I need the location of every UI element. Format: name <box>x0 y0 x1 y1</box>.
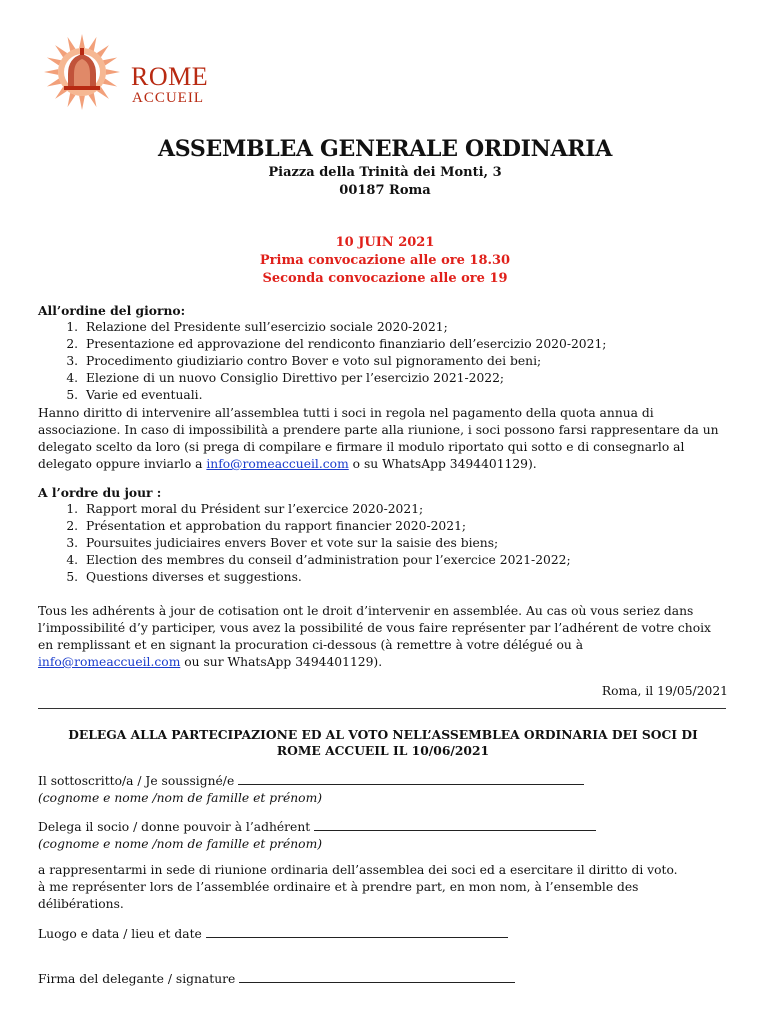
logo-name: ROME <box>131 62 209 91</box>
list-item: 2. Présentation et approbation du rapport financier 2020-2021; <box>82 518 728 535</box>
sun-ray <box>103 58 117 66</box>
agenda-italian-heading: All’ordine del giorno: <box>38 303 186 318</box>
list-item: 5. Varie ed eventuali. <box>82 387 728 404</box>
place-date-field <box>38 925 728 943</box>
email-link[interactable]: info@romeaccueil.com <box>206 457 349 471</box>
sun-dome-icon <box>36 30 132 114</box>
paragraph-italian <box>38 405 728 473</box>
delegate-field <box>38 818 728 853</box>
divider <box>38 708 726 709</box>
sun-ray <box>79 96 85 110</box>
signature-input-line[interactable] <box>239 970 515 983</box>
signature-label: Firma del delegante / signature <box>38 972 236 986</box>
document-title: ASSEMBLEA GENERALE ORDINARIA <box>158 136 612 162</box>
delega-title-line2: ROME ACCUEIL IL 10/06/2021 <box>276 743 490 758</box>
paragraph-french <box>38 603 728 671</box>
address-street: Piazza della Trinità dei Monti, 3 <box>268 165 502 180</box>
paragraph-italian-tail: o su WhatsApp 3494401129). <box>348 457 537 471</box>
agenda-italian-list <box>38 319 728 404</box>
list-item: 4. Elezione di un nuovo Consiglio Direttivo per l’esercizio 2021-2022; <box>82 370 728 387</box>
sun-ray <box>89 37 97 51</box>
meeting-dates <box>0 234 770 288</box>
agenda-french <box>38 484 728 586</box>
list-item: 4. Election des membres du conseil d’administration pour l’exercice 2021-2022; <box>82 552 728 569</box>
list-item: 2. Presentazione ed approvazione del rendiconto finanziario dell’esercizio 2020-2021; <box>82 336 728 353</box>
sun-ray <box>103 79 117 87</box>
place-date-label: Luogo e data / lieu et date <box>38 927 202 941</box>
delega-title <box>38 727 728 759</box>
list-item: 1. Relazione del Presidente sull’esercizio sociale 2020-2021; <box>82 319 728 336</box>
list-item: 3. Procedimento giudiziario contro Bover e voto sul pignoramento dei beni; <box>82 353 728 370</box>
agenda-french-list <box>38 501 728 586</box>
undersigned-label: Il sottoscritto/a / Je soussigné/e <box>38 774 235 788</box>
logo-subname: ACCUEIL <box>132 90 204 106</box>
sun-ray <box>106 69 120 75</box>
agenda-italian <box>38 302 728 404</box>
signature-field <box>38 970 728 988</box>
delega-title-line1: DELEGA ALLA PARTECIPAZIONE ED AL VOTO NELL’ASSEMBLEA ORDINARIA DEI SOCI DI <box>68 727 698 742</box>
delegate-label: Delega il socio / donne pouvoir à l’adhérent <box>38 820 311 834</box>
sun-ray <box>68 37 76 51</box>
place-date: Roma, il 19/05/2021 <box>601 684 728 698</box>
delegation-statement <box>38 862 728 913</box>
statement-french: à me représenter lors de l’assemblée ordinaire et à prendre part, en mon nom, à l’ensemble des délibérations. <box>38 880 639 911</box>
list-item: 5. Questions diverses et suggestions. <box>82 569 728 586</box>
sun-ray <box>68 93 76 107</box>
address <box>0 164 770 200</box>
sun-ray <box>47 58 61 66</box>
sun-ray <box>47 79 61 87</box>
paragraph-italian-text: Hanno diritto di intervenire all’assemblea tutti i soci in regola nel pagamento della quota annua di associazione. In caso di impossibilità a prendere parte alla riunione, i soci possono farsi rappresentare da un delegato scelto da loro (si prega di compilare e firmare il modulo riportato qui sotto e di consegnarlo al delegato oppure inviarlo a <box>38 406 719 471</box>
place-date-input-line[interactable] <box>206 925 508 938</box>
sun-ray <box>89 93 97 107</box>
statement-italian: a rappresentarmi in sede di riunione ordinaria dell’assemblea dei soci ed a esercitare il diritto di voto. <box>38 863 678 877</box>
agenda-french-heading: A l’ordre du jour : <box>38 485 162 500</box>
list-item: 3. Poursuites judiciaires envers Bover et vote sur la saisie des biens; <box>82 535 728 552</box>
address-city: 00187 Roma <box>339 183 431 198</box>
sun-ray <box>79 34 85 48</box>
email-link[interactable]: info@romeaccueil.com <box>38 655 181 669</box>
undersigned-field <box>38 772 728 807</box>
paragraph-french-tail: ou sur WhatsApp 3494401129). <box>180 655 383 669</box>
list-item: 1. Rapport moral du Président sur l’exercice 2020-2021; <box>82 501 728 518</box>
paragraph-french-text: Tous les adhérents à jour de cotisation ont le droit d’intervenir en assemblée. Au cas où vous seriez dans l’impossibilité d’y participer, vous avez la possibilité de vous faire représenter par l’adhérent de votre choix en remplissant et en signant la procuration ci-dessous (à remettre à votre délégué ou à <box>38 604 711 652</box>
undersigned-input-line[interactable] <box>238 772 584 785</box>
meeting-date: 10 JUIN 2021 <box>335 235 435 250</box>
second-call: Seconda convocazione alle ore 19 <box>262 271 508 286</box>
sun-ray <box>44 69 58 75</box>
first-call: Prima convocazione alle ore 18.30 <box>259 253 511 268</box>
rome-accueil-logo <box>36 30 216 114</box>
delegate-input-line[interactable] <box>314 818 596 831</box>
delegate-hint: (cognome e nome /nom de famille et prénom) <box>38 837 323 851</box>
undersigned-hint: (cognome e nome /nom de famille et prénom) <box>38 791 323 805</box>
